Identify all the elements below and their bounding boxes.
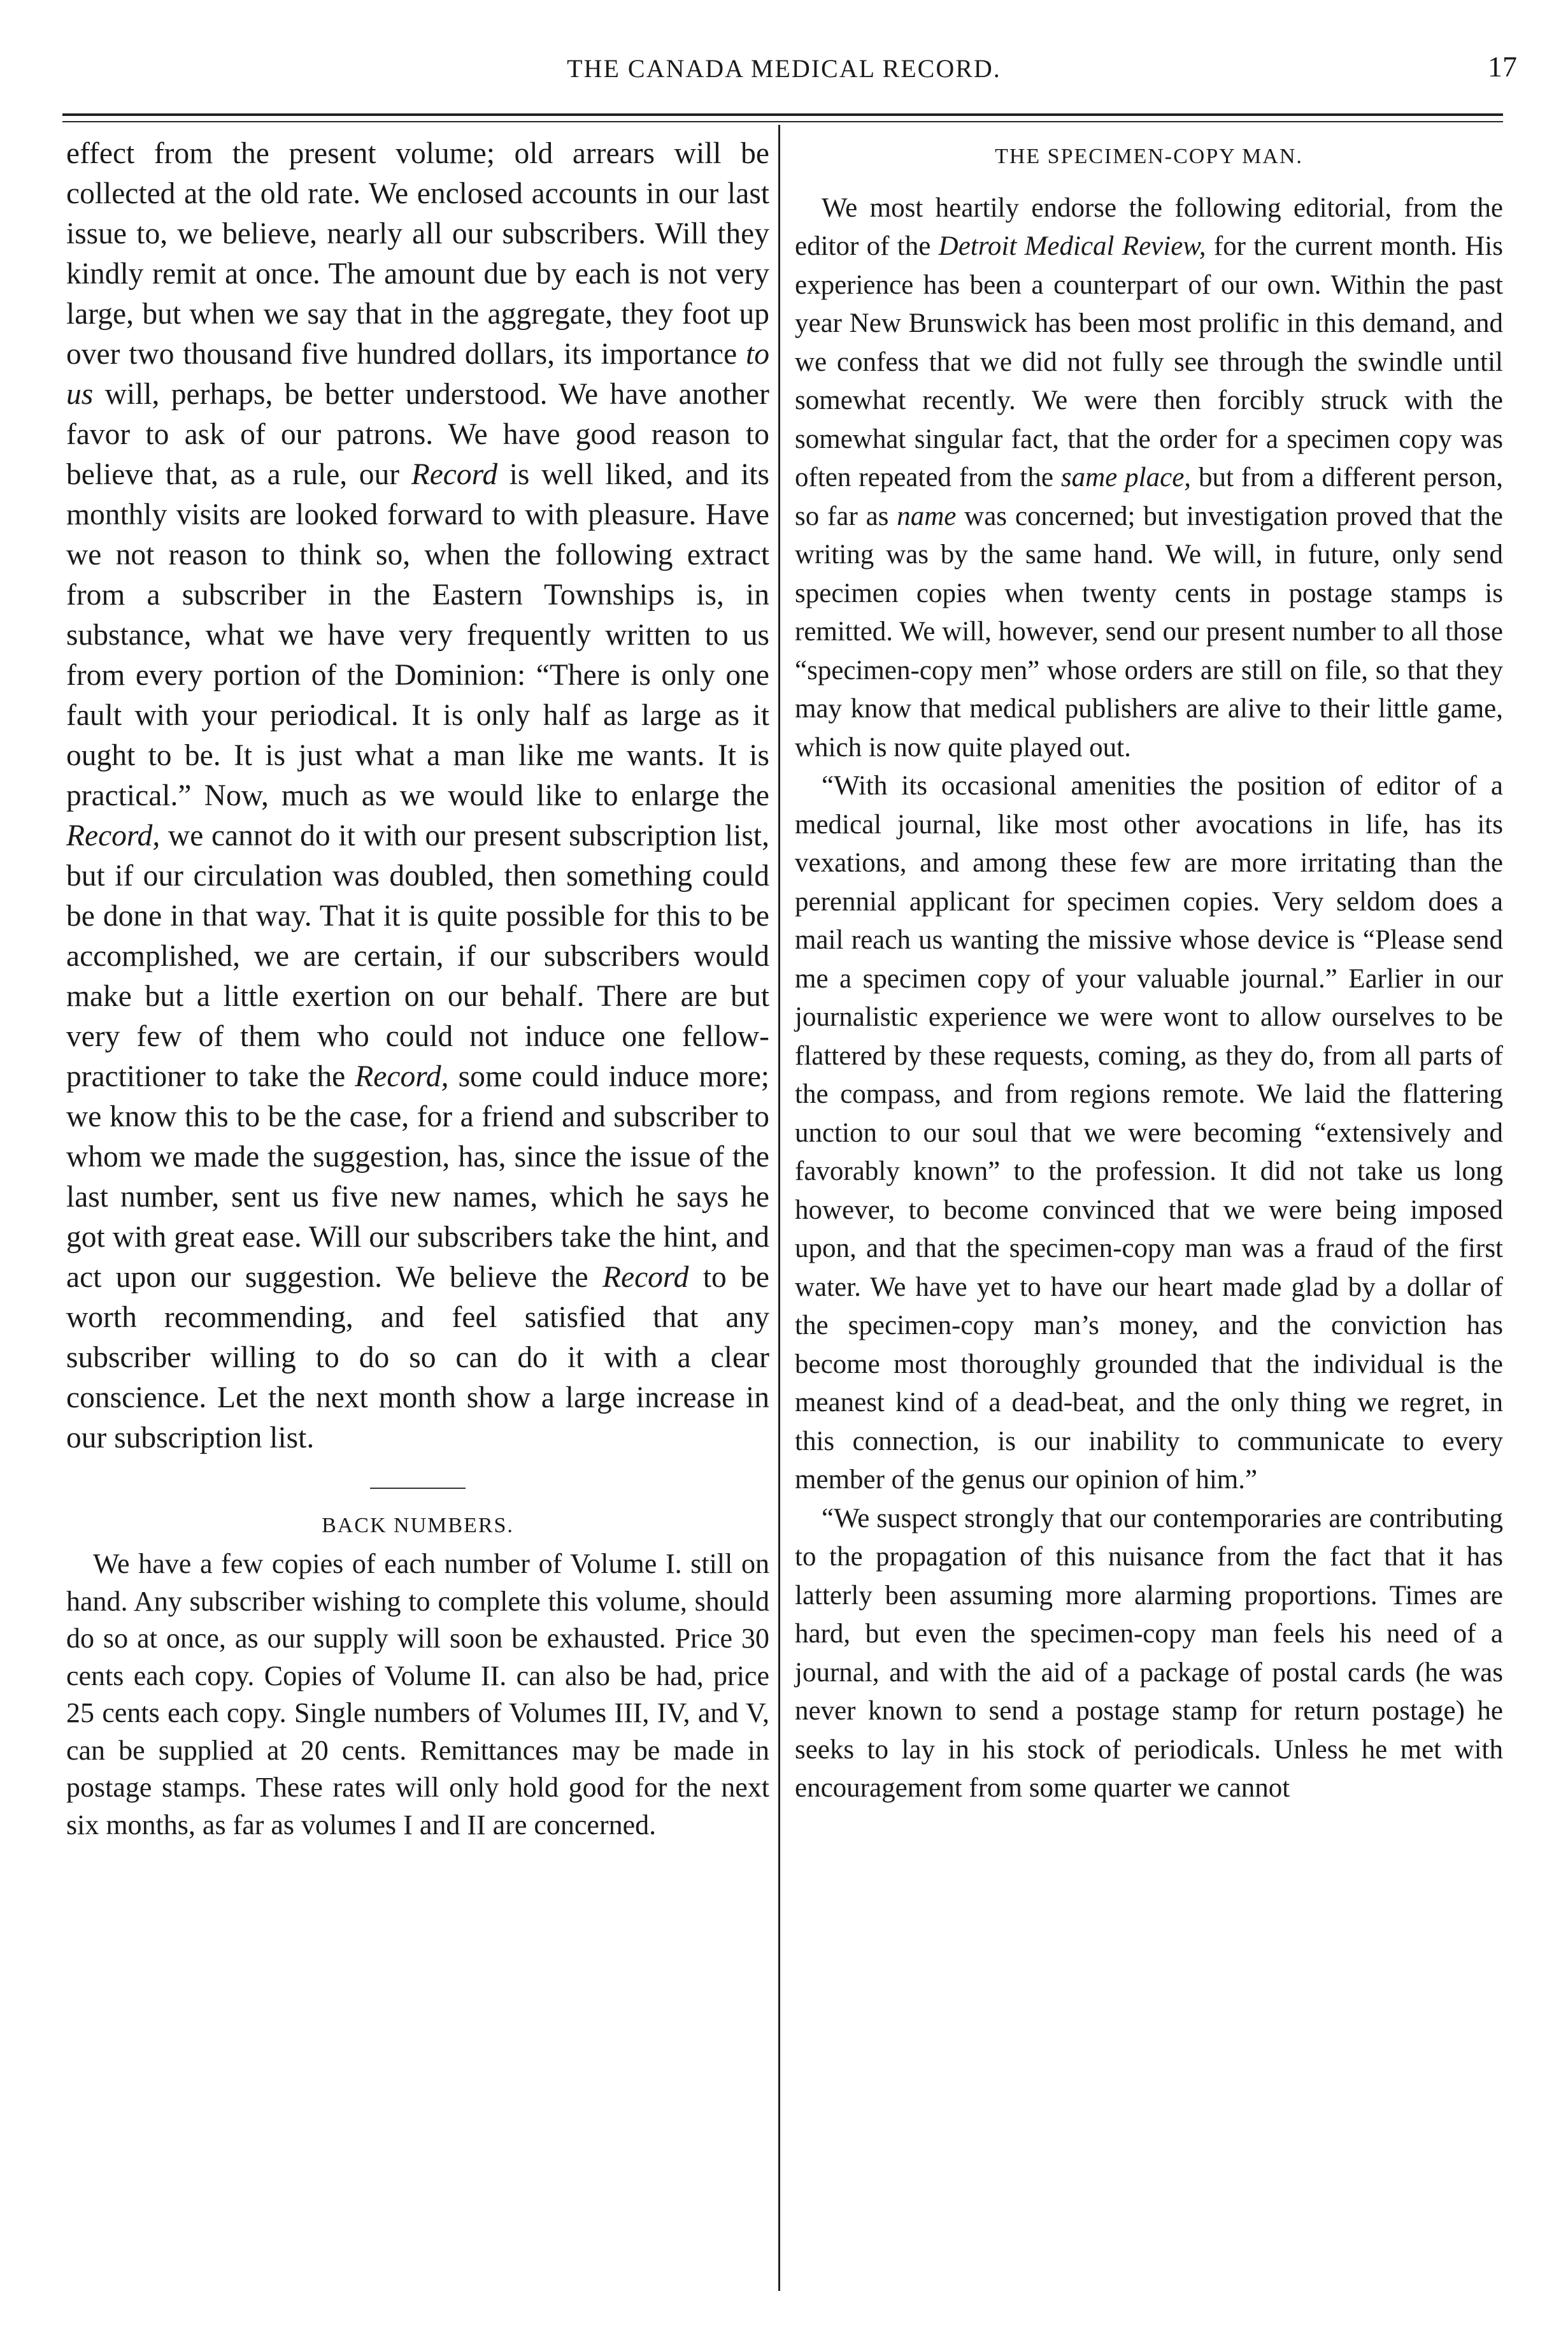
paragraph-text: We most heartily endorse the following editorial, from the editor of the [795, 192, 1503, 261]
back-numbers-heading: BACK NUMBERS. [322, 1514, 514, 1537]
quoted-editorial-paragraph-1: “With its occasional amenities the position of editor of a medical journal, like most other avocations in life, has its vexations, and among these few are more irritating than the perennial applicant for specimen copies. Very seldom does a mail reach us wanting the missive whose device is “Please send me a specimen copy of your valuable journal.” Earlier in our journalistic experience we were wont to allow ourselves to be flattered by these requests, coming, as they do, from all parts of the compass, and from regions remote. We laid the flattering unction to our soul that we were becoming “extensively and favorably known” to the profession. It did not take us long however, to become convinced that we were being imposed upon, and that the specimen-copy man was a fraud of the first water. We have yet to have our heart made glad by a dollar of the specimen-copy man’s money, and the conviction has become most thoroughly grounded that the individual is the meanest kind of a dead-beat, and the only thing we regret, in this connection, is our inability to communicate to every member of the genus our opinion of him.” [795, 771, 1503, 1495]
paragraph-text: some could induce more; we know this to be the case, for a friend and subscriber to whom we made the suggestion, has, since the issue of the last number, sent us five new names, which he says he got with great ease. Will our subscribers take the hint, and act upon our suggestion. We believe the [66, 1060, 769, 1294]
emphasis-text: name [897, 501, 957, 531]
right-column [795, 134, 1503, 1808]
back-numbers-section [66, 1488, 769, 1844]
column-divider [778, 125, 780, 2291]
paragraph-text: will, perhaps, be better understood. We have another favor to ask of our patrons. We have good reason to believe that, as a rule, our [66, 378, 769, 491]
page-number: 17 [1488, 50, 1517, 83]
back-numbers-paragraph: We have a few copies of each number of Volume I. still on hand. Any subscriber wishing to complete this volume, should do so at once, as our supply will soon be exhausted. Price 30 cents each copy. Copies of Volume II. can also be had, price 25 cents each copy. Single numbers of Volumes III, IV, and V, can be supplied at 20 cents. Remittances may be made in postage stamps. These rates will only hold good for the next six months, as far as volumes I and II are concerned. [66, 1548, 769, 1841]
subscription-appeal-paragraph [66, 134, 769, 1458]
paragraph-text: effect from the present volume; old arrears will be collected at the old rate. We enclosed accounts in our last issue to, we believe, nearly all our subscribers. Will they kindly remit at once. The amount due by each is not very large, but when we say that in the aggregate, they foot up over two thousand five hundred dollars, its importance [66, 137, 769, 371]
emphasis-text: Detroit Medical Review, [938, 231, 1206, 261]
paragraph-text: we cannot do it with our present subscription list, but if our circulation was doubled, then something could be done in that way. That it is quite possible for this to be accomplished, we are certain, if our subscribers would make but a little exertion on our behalf. There are but very few of them who could not induce one fellow-practitioner to take the [66, 819, 769, 1093]
paragraph-text: was concerned; but investigation proved that the writing was by the same hand. We will, in future, only send specimen copies when twenty cents in postage stamps is remitted. We will, however, send our present number to all those “specimen-copy men” whose orders are still on file, so that they may know that medical publishers are alive to their little game, which is now quite played out. [795, 501, 1504, 763]
header-rule-thin [62, 121, 1503, 122]
section-separator-rule [370, 1488, 466, 1489]
paragraph-text: for the current month. His experience has been a counterpart of our own. Within the past year New Brunswick has been most prolific in this demand, and we confess that we did not fully see through the swindle until somewhat recently. We were then forcibly struck with the somewhat singular fact, that the order for a specimen copy was often repeated from the [795, 231, 1503, 492]
specimen-copy-heading: THE SPECIMEN-COPY MAN. [995, 145, 1303, 168]
specimen-intro-paragraph [795, 189, 1503, 768]
emphasis-text: Record, [355, 1060, 449, 1093]
running-title: THE CANADA MEDICAL RECORD. [567, 54, 1001, 83]
paragraph-text: to be worth recommending, and feel satisfied that any subscriber willing to do so can do it with a clear conscience. Let the next month show a large increase in our subscription list. [66, 1261, 769, 1454]
quoted-editorial-paragraph-2: “We suspect strongly that our contemporaries are contributing to the propagation of this nuisance from the fact that it has latterly been assuming more alarming proportions. Times are hard, but even the specimen-copy man feels his need of a journal, and with the aid of a package of postal cards (he was never known to send a postage stamp for return postage) he seeks to lay in his stock of periodicals. Unless he met with encouragement from some quarter we cannot [795, 1503, 1503, 1803]
paragraph-text: but from a different person, so far as [795, 463, 1503, 531]
emphasis-text: same place, [1060, 463, 1192, 492]
running-head [0, 50, 1568, 88]
left-column [66, 134, 769, 1844]
emphasis-text: Record [411, 458, 498, 491]
header-rule-thick [62, 113, 1503, 116]
emphasis-text: to us [66, 338, 769, 411]
emphasis-text: Record, [66, 819, 160, 852]
paragraph-text: is well liked, and its monthly visits are looked forward to with pleasure. Have we not reason to think so, when the following extract from a subscriber in the Eastern Townships is, in substance, what we have very frequently written to us from every portion of the Dominion: “There is only one fault with your periodical. It is only half as large as it ought to be. It is just what a man like me wants. It is practical.” Now, much as we would like to enlarge the [66, 458, 769, 812]
emphasis-text: Record [602, 1261, 689, 1294]
